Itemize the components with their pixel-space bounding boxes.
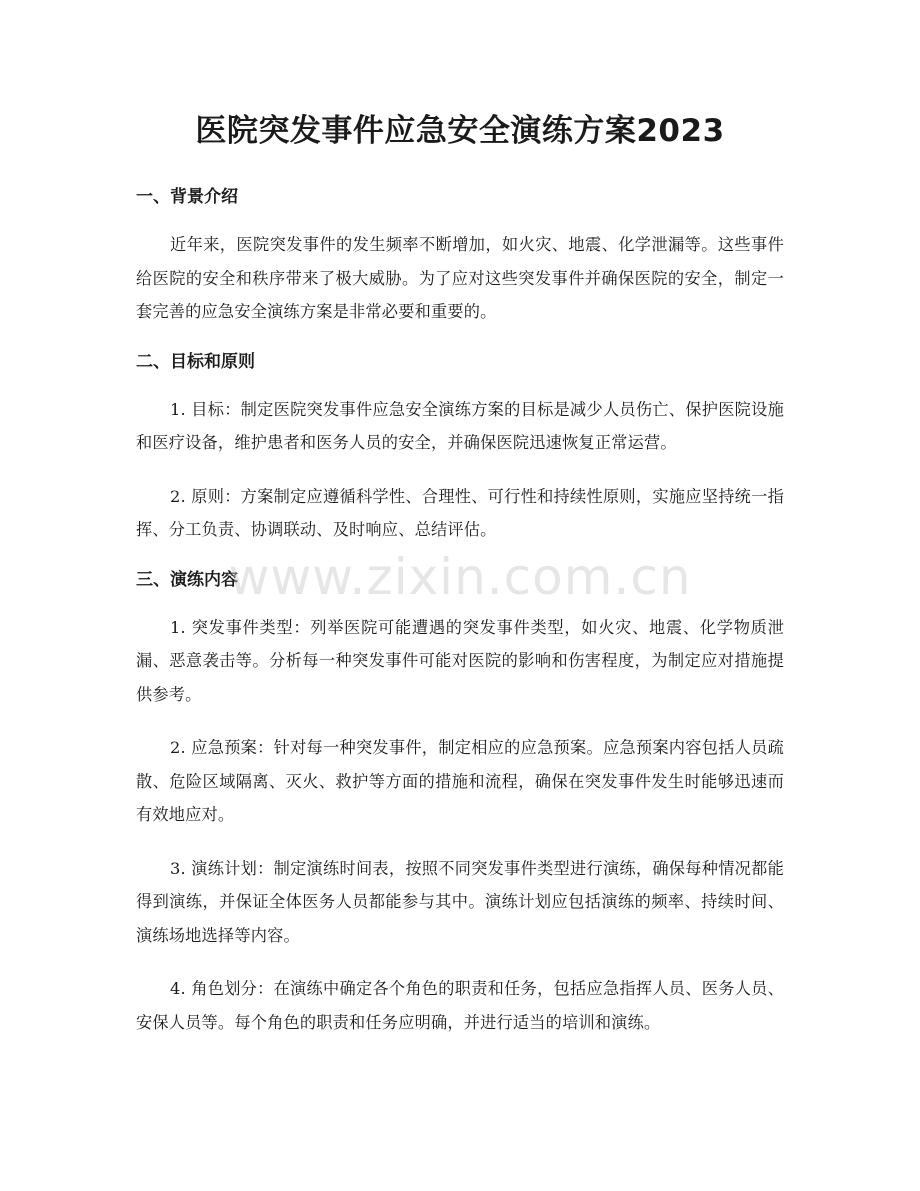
paragraph: 1. 目标：制定医院突发事件应急安全演练方案的目标是减少人员伤亡、保护医院设施和医疗设备，维护患者和医务人员的安全，并确保医院迅速恢复正常运营。 <box>136 399 784 452</box>
section-heading: 二、目标和原则 <box>136 351 255 372</box>
section-background <box>136 184 784 329</box>
watermark: www.zixin.com.cn <box>228 548 692 606</box>
paragraph: 2. 应急预案：针对每一种突发事件，制定相应的应急预案。应急预案内容包括人员疏散、危险区域隔离、灭火、救护等方面的措施和流程，确保在突发事件发生时能够迅速而有效地应对。 <box>136 738 784 824</box>
paragraph: 近年来，医院突发事件的发生频率不断增加，如火灾、地震、化学泄漏等。这些事件给医院的安全和秩序带来了极大威胁。为了应对这些突发事件并确保医院的安全，制定一套完善的应急安全演练方案是非常必要和重要的。 <box>136 235 784 321</box>
document-title: 医院突发事件应急安全演练方案2023 <box>195 113 725 149</box>
section-drill-content <box>136 567 784 1040</box>
paragraph: 3. 演练计划：制定演练时间表，按照不同突发事件类型进行演练，确保每种情况都能得到演练，并保证全体医务人员都能参与其中。演练计划应包括演练的频率、持续时间、演练场地选择等内容。 <box>136 858 784 945</box>
paragraph: 4. 角色划分：在演练中确定各个角色的职责和任务，包括应急指挥人员、医务人员、安保人员等。每个角色的职责和任务应明确，并进行适当的培训和演练。 <box>136 979 784 1032</box>
paragraph: 1. 突发事件类型：列举医院可能遭遇的突发事件类型，如火灾、地震、化学物质泄漏、恶意袭击等。分析每一种突发事件可能对医院的影响和伤害程度，为制定应对措施提供参考。 <box>136 617 784 704</box>
section-heading: 三、演练内容 <box>136 569 238 590</box>
paragraph: 2. 原则：方案制定应遵循科学性、合理性、可行性和持续性原则，实施应坚持统一指挥、分工负责、协调联动、及时响应、总结评估。 <box>136 486 784 539</box>
section-goals <box>136 349 784 547</box>
section-heading: 一、背景介绍 <box>136 187 238 207</box>
